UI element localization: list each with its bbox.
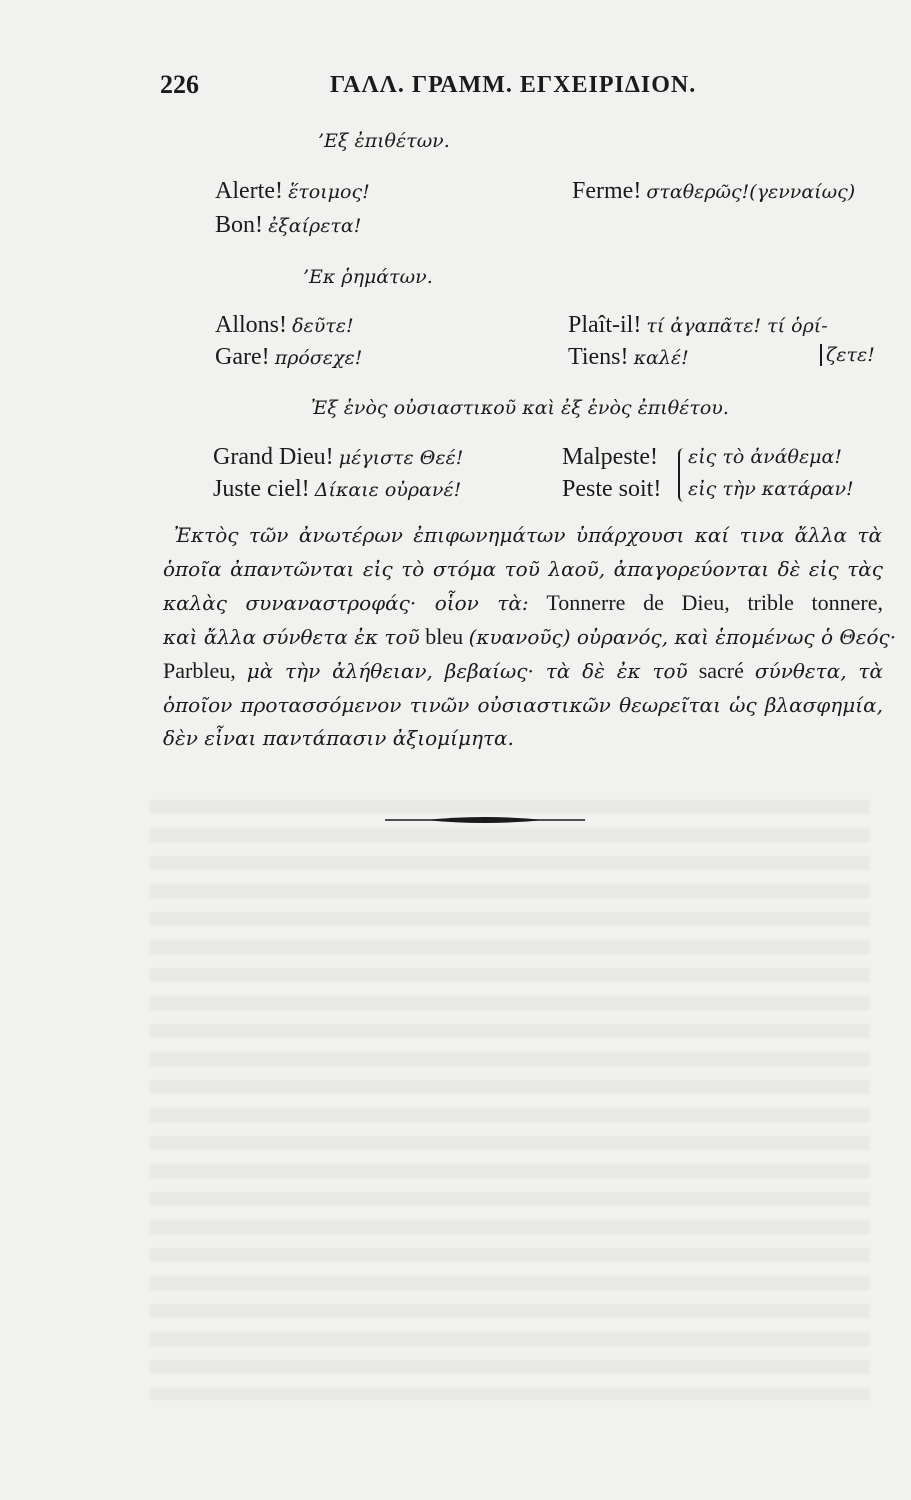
paragraph-line-5: Parbleu, μὰ τὴν ἀλήθειαν, βεβαίως· τὰ δὲ ἐκ τοῦ sacré σύνθετα, τὰ [163, 658, 883, 683]
french-term: Juste ciel! [213, 476, 310, 502]
french-term: Tiens! [568, 344, 629, 370]
brace [678, 448, 686, 502]
bracket-continuation [820, 344, 875, 366]
entry-plait-il [568, 312, 828, 339]
greek-translation: πρόσεχε! [274, 347, 363, 369]
french-term: Ferme! [572, 178, 642, 204]
greek-translation: δεῦτε! [292, 315, 354, 337]
entry-tiens [568, 344, 689, 371]
paragraph-line-4: καὶ ἄλλα σύνθετα ἐκ τοῦ bleu (κυανοῦς) οὐρανός, καὶ ἑπομένως ὁ Θεός· [163, 624, 897, 649]
greek-translation-anathema: εἰς τὸ ἀνάθεμα! [688, 446, 842, 468]
running-title: ΓΑΛΛ. ΓΡΑΜΜ. ΕΓΧΕΙΡΙΔΙΟΝ. [330, 72, 697, 98]
greek-translation: καλέ! [633, 347, 689, 369]
entry-grand-dieu [213, 444, 463, 471]
ornament-rule-icon [385, 814, 585, 826]
french-term: Bon! [215, 212, 263, 238]
french-term: Plaît-il! [568, 312, 642, 338]
french-term: Allons! [215, 312, 287, 338]
greek-translation: Δίκαιε οὐρανέ! [314, 479, 462, 501]
section-heading-verbs: ’Εκ ῥημάτων. [303, 266, 433, 288]
entry-bon [215, 212, 361, 239]
entry-alerte [215, 178, 370, 205]
paragraph-line-1: Ἐκτὸς τῶν ἀνωτέρων ἐπιφωνημάτων ὑπάρχουσι καί τινα ἄλλα τὰ [174, 523, 882, 547]
greek-translation: ἕτοιμος! [288, 181, 370, 203]
paragraph-line-2: ὁποῖα ἀπαντῶνται εἰς τὸ στόμα τοῦ λαοῦ, ἀπαγορεύονται δὲ εἰς τὰς [163, 557, 883, 581]
entry-juste-ciel [213, 476, 461, 503]
greek-translation: τί ἀγαπᾶτε! τί ὁρί- [646, 315, 828, 337]
greek-translation-tail: ζετε! [826, 344, 875, 366]
page-number: 226 [160, 70, 199, 99]
french-term-malpeste: Malpeste! [562, 444, 658, 470]
paragraph-line-7: δὲν εἶναι παντάπασιν ἀξιομίμητα. [163, 726, 514, 750]
entry-ferme [572, 178, 855, 205]
bleed-through-texture [150, 800, 870, 1400]
section-heading-adjectives: ’Εξ ἐπιθέτων. [318, 130, 450, 152]
french-term: Alerte! [215, 178, 283, 204]
french-term-peste-soit: Peste soit! [562, 476, 662, 502]
decorative-rule [385, 811, 585, 823]
french-term: Gare! [215, 344, 270, 370]
entry-allons [215, 312, 354, 339]
paragraph-line-6: ὁποῖον προτασσόμενον τινῶν οὐσιαστικῶν θεωρεῖται ὡς βλασφημία, [163, 693, 883, 717]
greek-translation: μέγιστε Θεέ! [338, 447, 464, 469]
greek-translation: σταθερῶς!(γενναίως) [646, 181, 856, 203]
greek-translation-curse: εἰς τὴν κατάραν! [688, 478, 854, 500]
greek-translation: ἐξαίρετα! [268, 215, 362, 237]
french-term: Grand Dieu! [213, 444, 334, 470]
entry-gare [215, 344, 362, 371]
section-heading-noun-adjective: Ἐξ ἑνὸς οὐσιαστικοῦ καὶ ἐξ ἑνὸς ἐπιθέτου. [311, 397, 729, 419]
paragraph-line-3: καλὰς συναναστροφάς· οἷον τὰ: Tonnerre de Dieu, trible tonnere, [163, 590, 883, 615]
